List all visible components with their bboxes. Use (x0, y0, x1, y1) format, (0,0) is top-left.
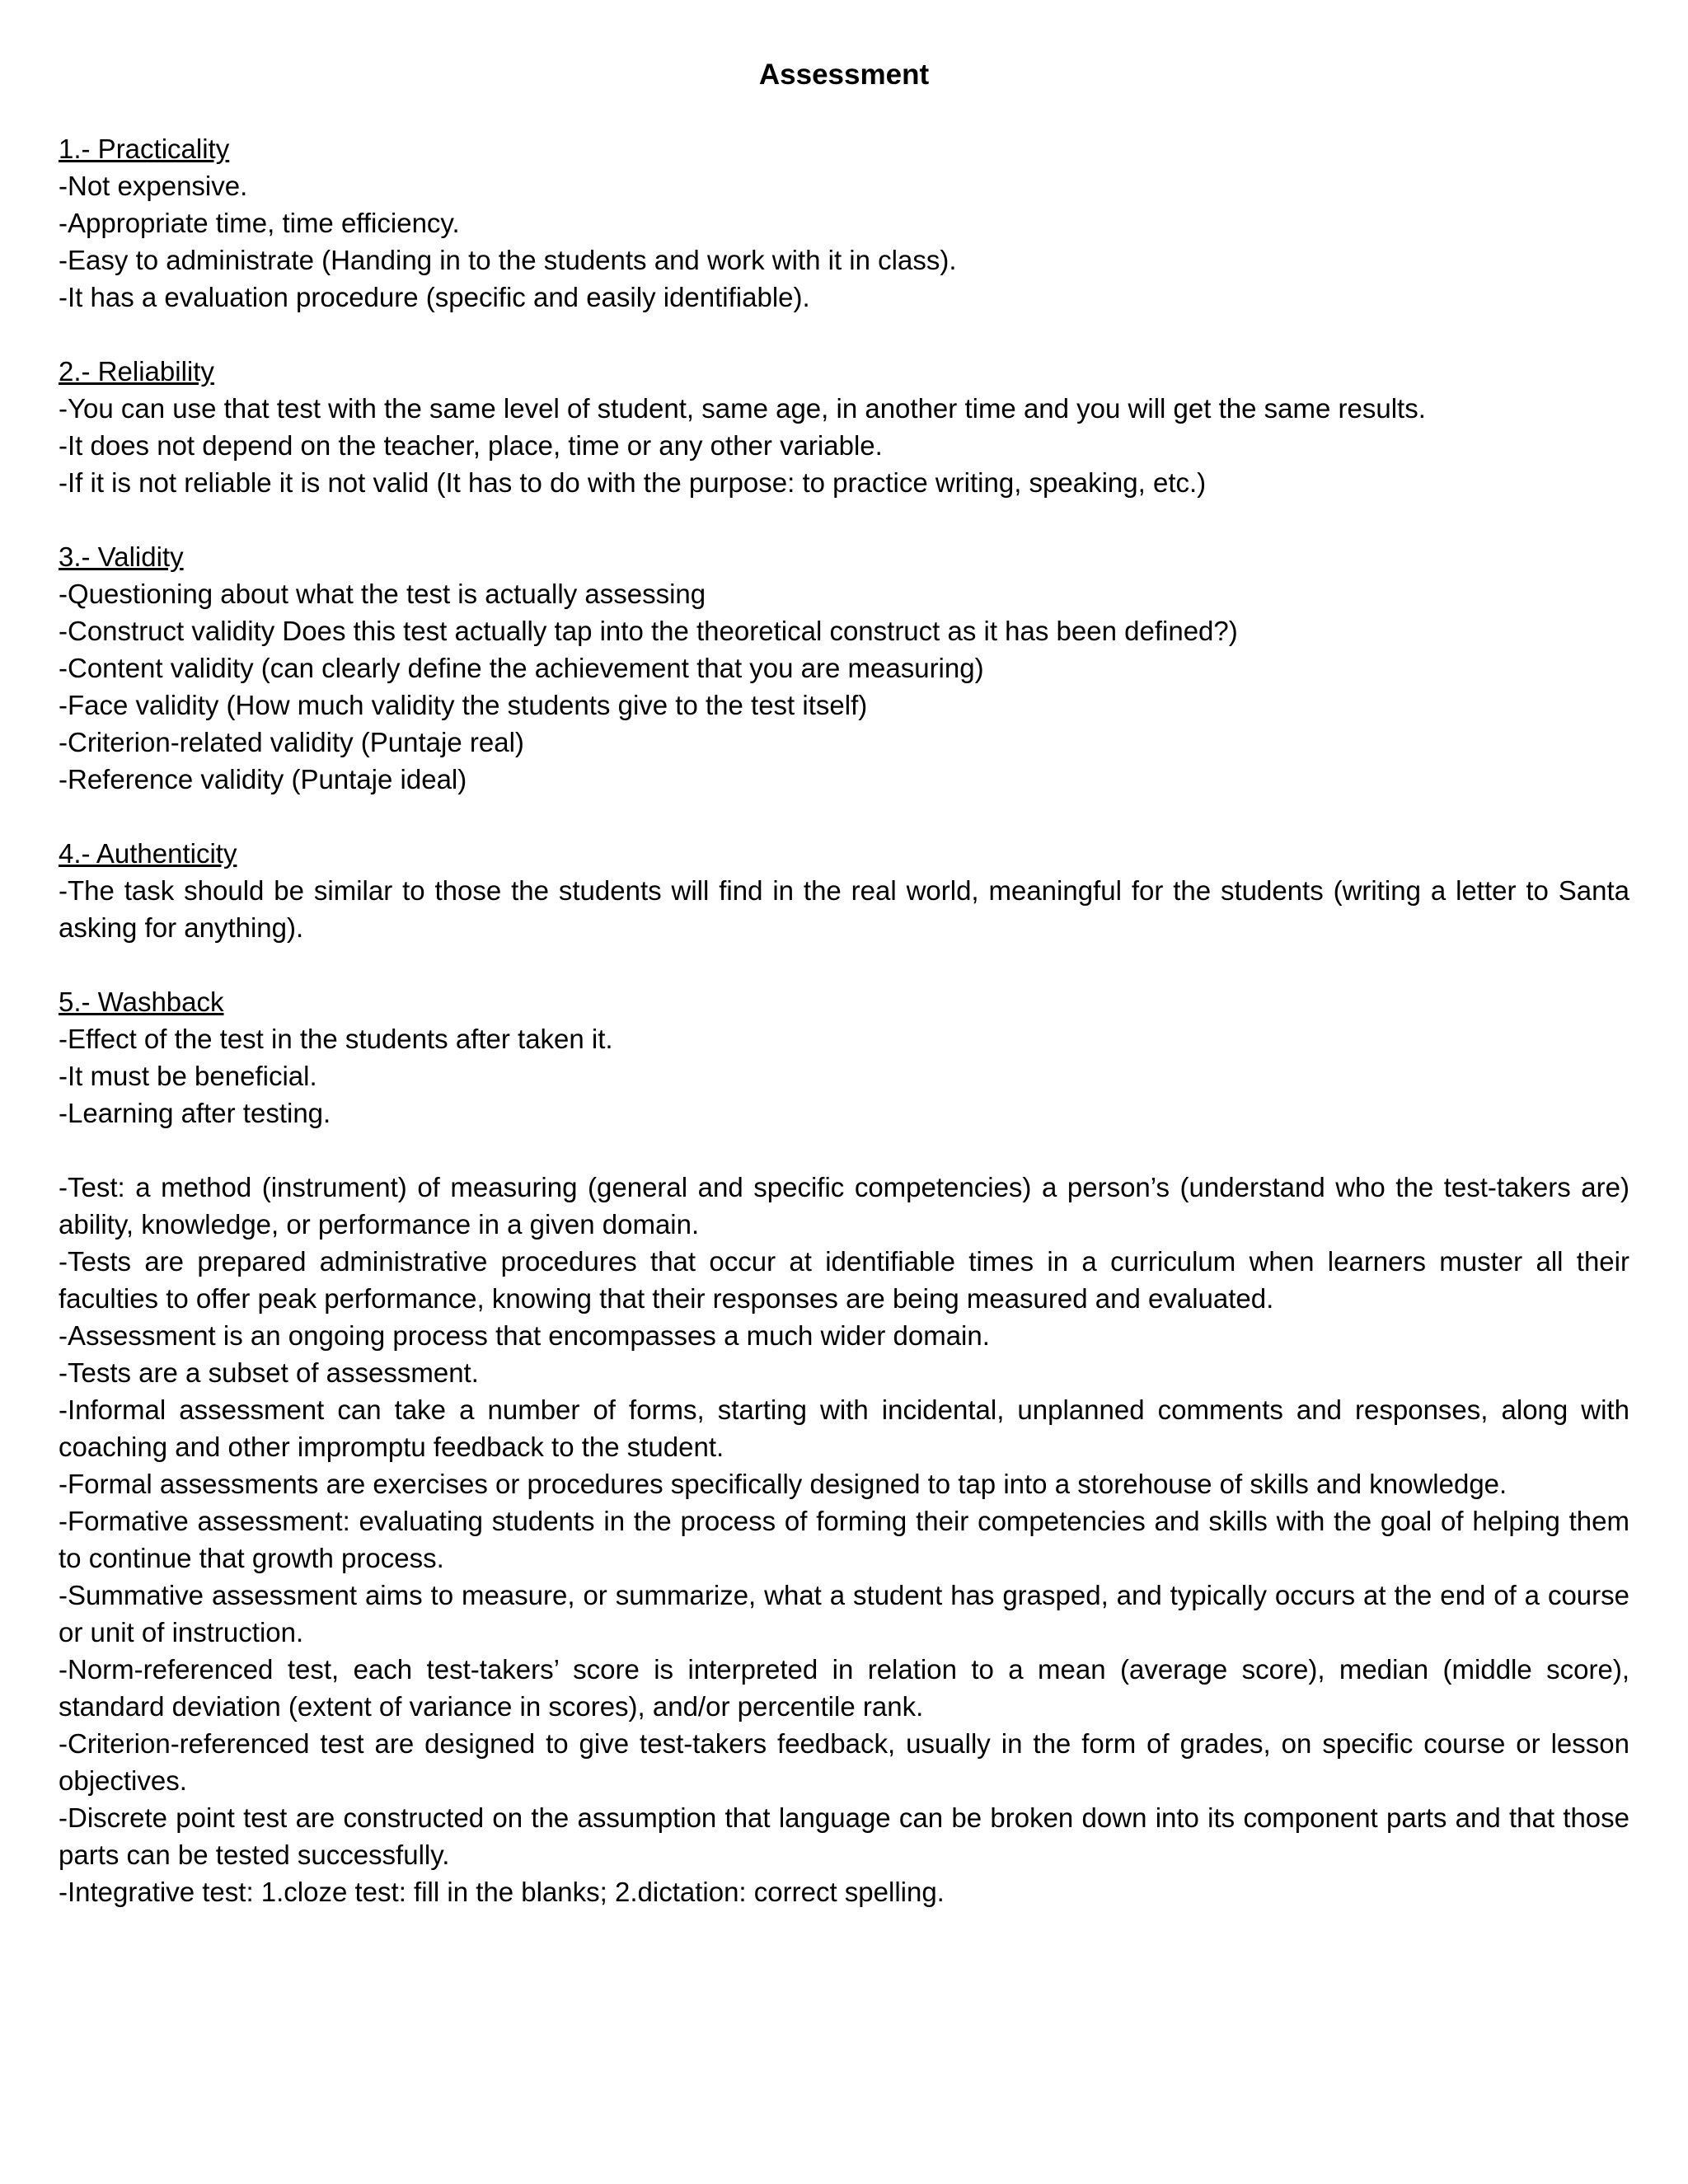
section-reliability (59, 353, 1629, 501)
list-item: -Face validity (How much validity the students give to the test itself) (59, 690, 868, 720)
section-heading: 4.- Authenticity (59, 838, 237, 869)
section-washback (59, 983, 1629, 1132)
definition-item: -Assessment is an ongoing process that encompasses a much wider domain. (59, 1320, 990, 1351)
list-item: -The task should be similar to those the students will find in the real world, meaningful for the students (writing a letter to Santa asking for anything). (59, 875, 1629, 943)
definition-item: -Formal assessments are exercises or procedures specifically designed to tap into a storehouse of skills and knowledge. (59, 1469, 1507, 1499)
section-practicality (59, 130, 1629, 316)
definition-item: -Informal assessment can take a number of forms, starting with incidental, unplanned comments and responses, along with coaching and other impromptu feedback to the student. (59, 1394, 1629, 1462)
list-item: -Learning after testing. (59, 1098, 331, 1128)
list-item: -Effect of the test in the students after taken it. (59, 1024, 613, 1054)
section-validity (59, 538, 1629, 798)
list-item: -Criterion-related validity (Puntaje real) (59, 727, 524, 757)
section-heading: 3.- Validity (59, 541, 184, 572)
list-item: -Reference validity (Puntaje ideal) (59, 764, 467, 794)
definition-item: -Summative assessment aims to measure, or summarize, what a student has grasped, and typically occurs at the end of a course or unit of instruction. (59, 1580, 1629, 1647)
list-item: -It must be beneficial. (59, 1061, 317, 1091)
list-item: -It does not depend on the teacher, place, time or any other variable. (59, 430, 883, 461)
definitions-block (59, 1169, 1629, 1910)
definition-item: -Formative assessment: evaluating students in the process of forming their competencies and skills with the goal of helping them to continue that growth process. (59, 1506, 1629, 1573)
document-page (59, 56, 1629, 1910)
list-item: -Construct validity Does this test actually tap into the theoretical construct as it has been defined?) (59, 616, 1238, 646)
section-heading: 2.- Reliability (59, 356, 214, 387)
list-item: -Content validity (can clearly define the achievement that you are measuring) (59, 653, 984, 683)
definition-item: -Norm-referenced test, each test-takers’ score is interpreted in relation to a mean (average score), median (middle score), standard deviation (extent of variance in scores), and/or percentile rank. (59, 1654, 1629, 1722)
section-authenticity (59, 835, 1629, 946)
definition-item: -Integrative test: 1.cloze test: fill in the blanks; 2.dictation: correct spelling. (59, 1877, 945, 1907)
section-heading: 5.- Washback (59, 987, 224, 1017)
definition-item: -Discrete point test are constructed on the assumption that language can be broken down into its component parts and that those parts can be tested successfully. (59, 1802, 1629, 1870)
definition-item: -Test: a method (instrument) of measuring (general and specific competencies) a person’s (understand who the test-takers are) ability, knowledge, or performance in a given domain. (59, 1172, 1629, 1240)
list-item: -Questioning about what the test is actually assessing (59, 579, 706, 609)
definition-item: -Tests are prepared administrative procedures that occur at identifiable times in a curriculum when learners muster all their faculties to offer peak performance, knowing that their responses are being measured and evaluated. (59, 1246, 1629, 1314)
document-title: Assessment (758, 59, 930, 91)
list-item: -Easy to administrate (Handing in to the students and work with it in class). (59, 245, 957, 275)
list-item: -It has a evaluation procedure (specific and easily identifiable). (59, 282, 810, 312)
list-item: -Not expensive. (59, 171, 248, 201)
section-heading: 1.- Practicality (59, 134, 230, 164)
definition-item: -Criterion-referenced test are designed to give test-takers feedback, usually in the form of grades, on specific course or lesson objectives. (59, 1728, 1629, 1796)
list-item: -If it is not reliable it is not valid (It has to do with the purpose: to practice writing, speaking, etc.) (59, 467, 1207, 498)
definition-item: -Tests are a subset of assessment. (59, 1357, 479, 1388)
list-item: -You can use that test with the same level of student, same age, in another time and you will get the same results. (59, 393, 1426, 424)
list-item: -Appropriate time, time efficiency. (59, 208, 460, 238)
